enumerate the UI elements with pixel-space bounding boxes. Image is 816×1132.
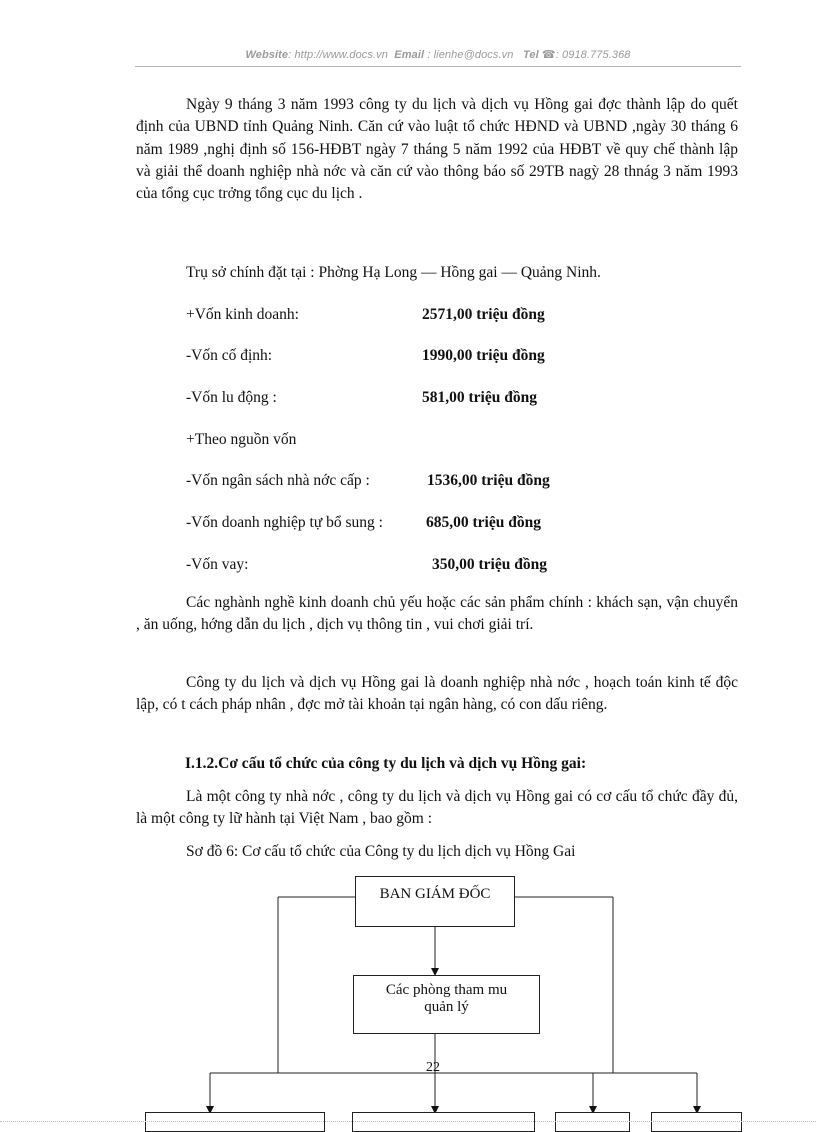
loan-label: -Vốn vay: xyxy=(186,556,249,573)
board-of-directors-label: BAN GIÁM ĐỐC xyxy=(379,886,491,902)
department-box-1 xyxy=(145,1112,325,1132)
loan-value: 350,00 triệu đồng xyxy=(432,556,547,573)
business-capital-label: +Vốn kinh doanh: xyxy=(186,306,299,323)
department-box-3 xyxy=(555,1112,630,1132)
department-box-4 xyxy=(651,1112,742,1132)
tel-label: Tel xyxy=(522,49,539,61)
email-label: Email xyxy=(394,49,425,61)
business-capital-value: 2571,00 triệu đồng xyxy=(422,306,545,323)
department-box-2 xyxy=(352,1112,535,1132)
section-heading: I.1.2.Cơ cấu tổ chức của công ty du lịch và dịch vụ Hồng gai: xyxy=(185,755,587,772)
self-supplement-label: -Vốn doanh nghiệp tự bổ sung : xyxy=(186,514,383,531)
legal-status-paragraph: Công ty du lịch và dịch vụ Hồng gai là doanh nghiệp nhà nớc , hoạch toán kinh tế độc lập, có t cách pháp nhân , đợc mở tài khoản tại ngân hàng, có con dấu riêng. xyxy=(136,674,738,714)
fixed-capital-label: -Vốn cố định: xyxy=(186,347,273,364)
business-fields-paragraph: Các nghành nghề kinh doanh chủ yếu hoặc các sản phẩm chính : khách sạn, vận chuyển , ăn uống, hớng dẫn du lịch , dịch vụ thông tin , vui chơi giải trí. xyxy=(136,594,738,634)
advisory-departments-box xyxy=(353,975,540,1034)
page-bottom-edge xyxy=(0,1121,816,1122)
board-of-directors-box xyxy=(355,876,515,927)
tel-value: : 0918.775.368 xyxy=(555,49,631,61)
state-budget-label: -Vốn ngân sách nhà nớc cấp : xyxy=(186,472,370,489)
advisory-departments-label: Các phòng tham mu quản lý xyxy=(385,982,508,1015)
website-label: Website xyxy=(245,49,289,61)
headquarters-line: Trụ sở chính đặt tại : Phờng Hạ Long — Hồng gai — Quảng Ninh. xyxy=(186,264,601,281)
self-supplement-value: 685,00 triệu đồng xyxy=(426,514,541,531)
phone-icon: ☎ xyxy=(541,49,556,61)
structure-intro-paragraph: Là một công ty nhà nớc , công ty du lịch và dịch vụ Hồng gai có cơ cấu tổ chức đầy đủ, là một công ty lữ hành tại Việt Nam , bao gồm : xyxy=(136,788,738,828)
by-source-label: +Theo nguồn vốn xyxy=(186,431,297,448)
fixed-capital-value: 1990,00 triệu đồng xyxy=(422,347,545,364)
email-value[interactable]: : lienhe@docs.vn xyxy=(427,49,514,61)
working-capital-label: -Vốn lu động : xyxy=(186,389,277,406)
diagram-caption: Sơ đồ 6: Cơ cấu tổ chức của Công ty du lịch dịch vụ Hồng Gai xyxy=(186,843,576,860)
state-budget-value: 1536,00 triệu đồng xyxy=(427,472,550,489)
website-value[interactable]: : http://www.docs.vn xyxy=(288,49,388,61)
working-capital-value: 581,00 triệu đồng xyxy=(422,389,537,406)
page-number: 22 xyxy=(426,1060,440,1075)
founding-paragraph: Ngày 9 tháng 3 năm 1993 công ty du lịch và dịch vụ Hồng gai đợc thành lập do quết định của UBND tỉnh Quảng Ninh. Căn cứ vào luật tổ chức HĐND và UBND ,ngày 30 tháng 6 năm 1989 ,nghị định số 156-HĐBT ngày 7 tháng 5 năm 1992 của HĐBT về quy chế thành lập và giải thể doanh nghiệp nhà nớc và căn cứ vào thông báo số 29TB nagỳ 28 thnág 3 năm 1993 của tổng cục trởng tổng cục du lịch . xyxy=(136,96,738,203)
